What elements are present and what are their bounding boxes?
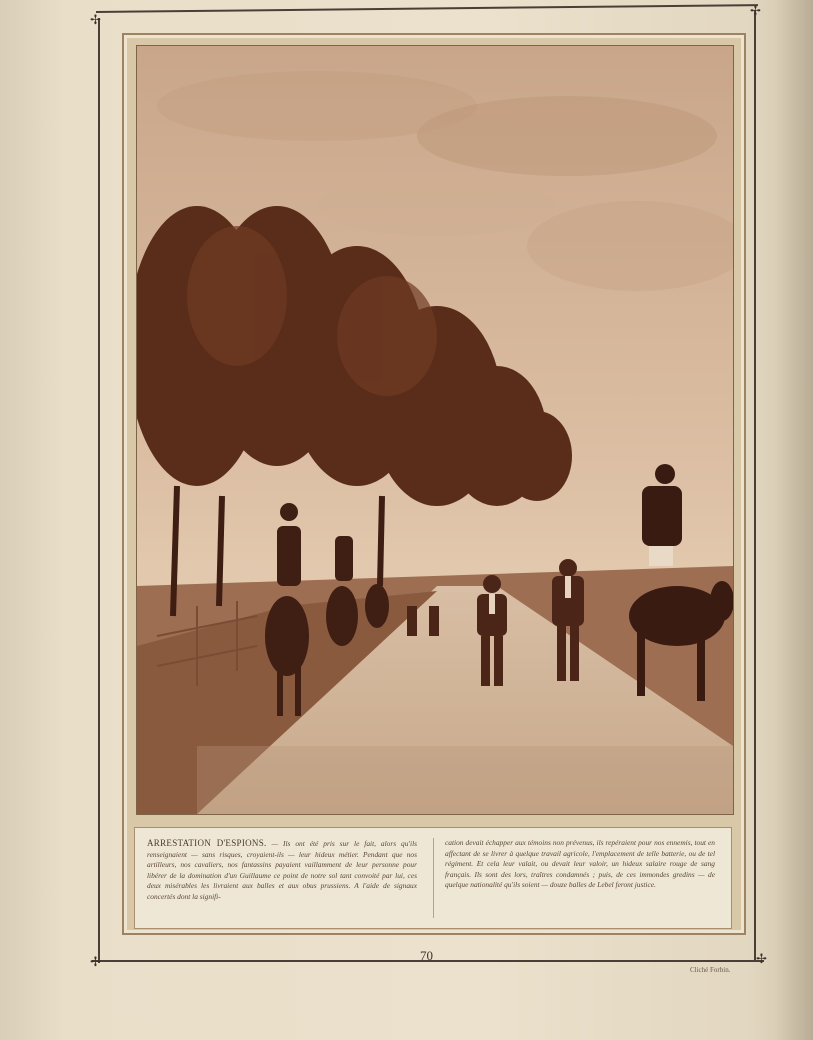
- corner-ornament-icon: ✢: [756, 951, 767, 966]
- photo-plate: [122, 33, 746, 935]
- caption-title: ARRESTATION D'ESPIONS.: [147, 838, 267, 848]
- corner-ornament-icon: ✢: [90, 954, 101, 969]
- caption-box: [134, 827, 732, 929]
- photo-credit: Cliché Forbin.: [690, 966, 731, 974]
- photograph: [136, 45, 734, 815]
- left-rule: [98, 18, 100, 963]
- right-rule: [754, 10, 756, 960]
- page-number: 70: [420, 948, 433, 963]
- book-spine-shadow: [775, 0, 813, 1040]
- caption-right-text: cation devait échapper aux témoins non prévenus, ils repéraient pour nos ennemis, tout en affectant de se livrer à quelque travail agricole, l'emplacement de telle batterie, ou de tel régiment. Et cela leur valait, ou devait leur valoir, un hideux salaire rouge de sang français. Ils sont des lors, traîtres condamnés ; puis, de ces immondes gredins — de quelque nationalité qu'ils soient — douze balles de Lebel feront justice.: [445, 838, 715, 890]
- corner-ornament-icon: ✢: [750, 3, 761, 18]
- caption-left-column: [147, 838, 417, 924]
- top-rule: [96, 4, 758, 13]
- caption-divider: [433, 838, 434, 918]
- corner-ornament-icon: ✢: [90, 12, 101, 27]
- photograph-illustration: [137, 46, 733, 814]
- caption-left-text: — Ils ont été pris sur le fait, alors qu'ils renseignaient — sans risques, croyaient-ils — leur hideux métier. Pendant que nos artilleurs, nos cavaliers, nos fantassins payaient vaillamment de leur personne pour libérer de la domination d'un Guillaume ce point de notre sol tant convoité par lui, ces deux misérables les livraient aux balles et aux obus prussiens. A l'aide de signaux concertés dont la signifi-: [147, 839, 417, 901]
- caption-right-column: [445, 838, 715, 924]
